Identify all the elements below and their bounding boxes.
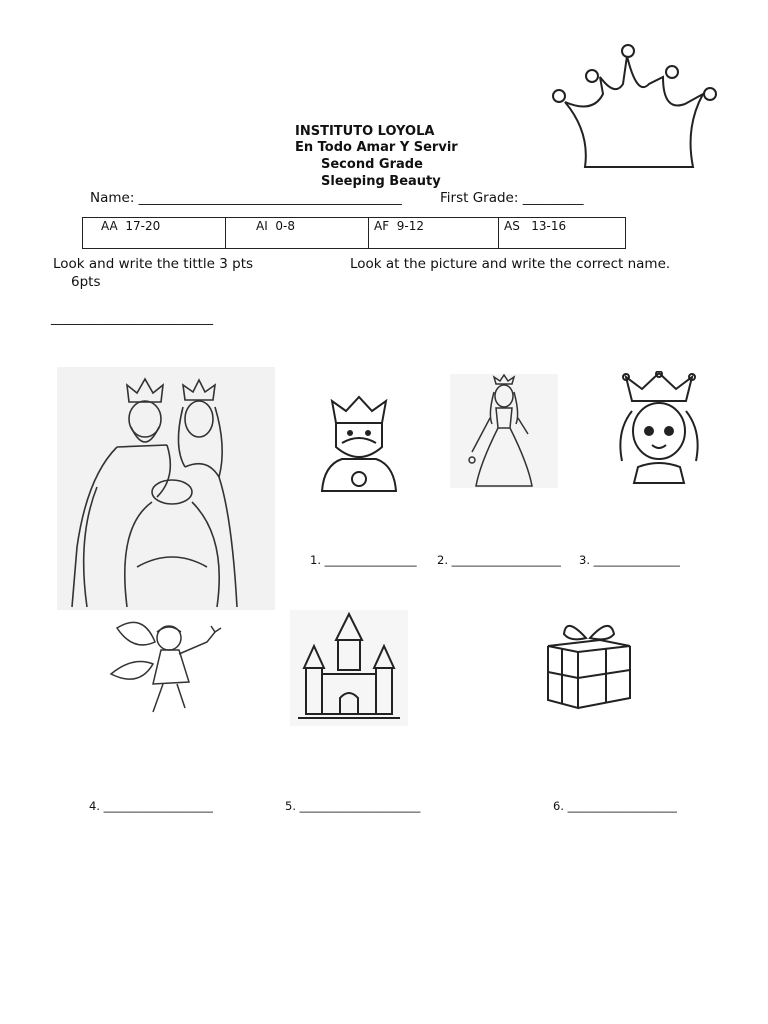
king-icon bbox=[312, 395, 406, 495]
instruction-left: Look and write the tittle 3 pts bbox=[53, 256, 254, 272]
name-field[interactable]: Name: _______________________________________ bbox=[90, 190, 402, 206]
crown-icon bbox=[545, 42, 720, 177]
grading-table bbox=[82, 217, 626, 249]
fairy-icon bbox=[103, 612, 225, 720]
castle-icon bbox=[290, 610, 408, 726]
worksheet-title: Sleeping Beauty bbox=[321, 174, 441, 189]
title-answer-line[interactable]: ________________________ bbox=[51, 310, 213, 326]
school-name: INSTITUTO LOYOLA bbox=[295, 124, 435, 139]
answer-line-2[interactable]: 2. ___________________ bbox=[437, 553, 561, 567]
answer-line-3[interactable]: 3. _______________ bbox=[579, 553, 680, 567]
instruction-points: 6pts bbox=[71, 274, 101, 290]
instruction-right: Look at the picture and write the correct name. bbox=[350, 256, 671, 272]
grade-cell: AA 17-20 bbox=[83, 218, 226, 249]
grade-cell: AI 0-8 bbox=[226, 218, 369, 249]
answer-line-6[interactable]: 6. ___________________ bbox=[553, 799, 677, 813]
grade-field[interactable]: First Grade: _________ bbox=[440, 190, 584, 206]
answer-line-5[interactable]: 5. _____________________ bbox=[285, 799, 421, 813]
grade-title: Second Grade bbox=[321, 157, 423, 172]
school-motto: En Todo Amar Y Servir bbox=[295, 140, 458, 155]
grade-cell: AF 9-12 bbox=[369, 218, 499, 249]
king-queen-baby-icon bbox=[57, 367, 275, 610]
grade-cell: AS 13-16 bbox=[499, 218, 626, 249]
princess-icon bbox=[450, 374, 558, 488]
gift-icon bbox=[540, 612, 638, 712]
queen-icon bbox=[608, 371, 710, 485]
answer-line-1[interactable]: 1. ________________ bbox=[310, 553, 417, 567]
answer-line-4[interactable]: 4. ___________________ bbox=[89, 799, 213, 813]
